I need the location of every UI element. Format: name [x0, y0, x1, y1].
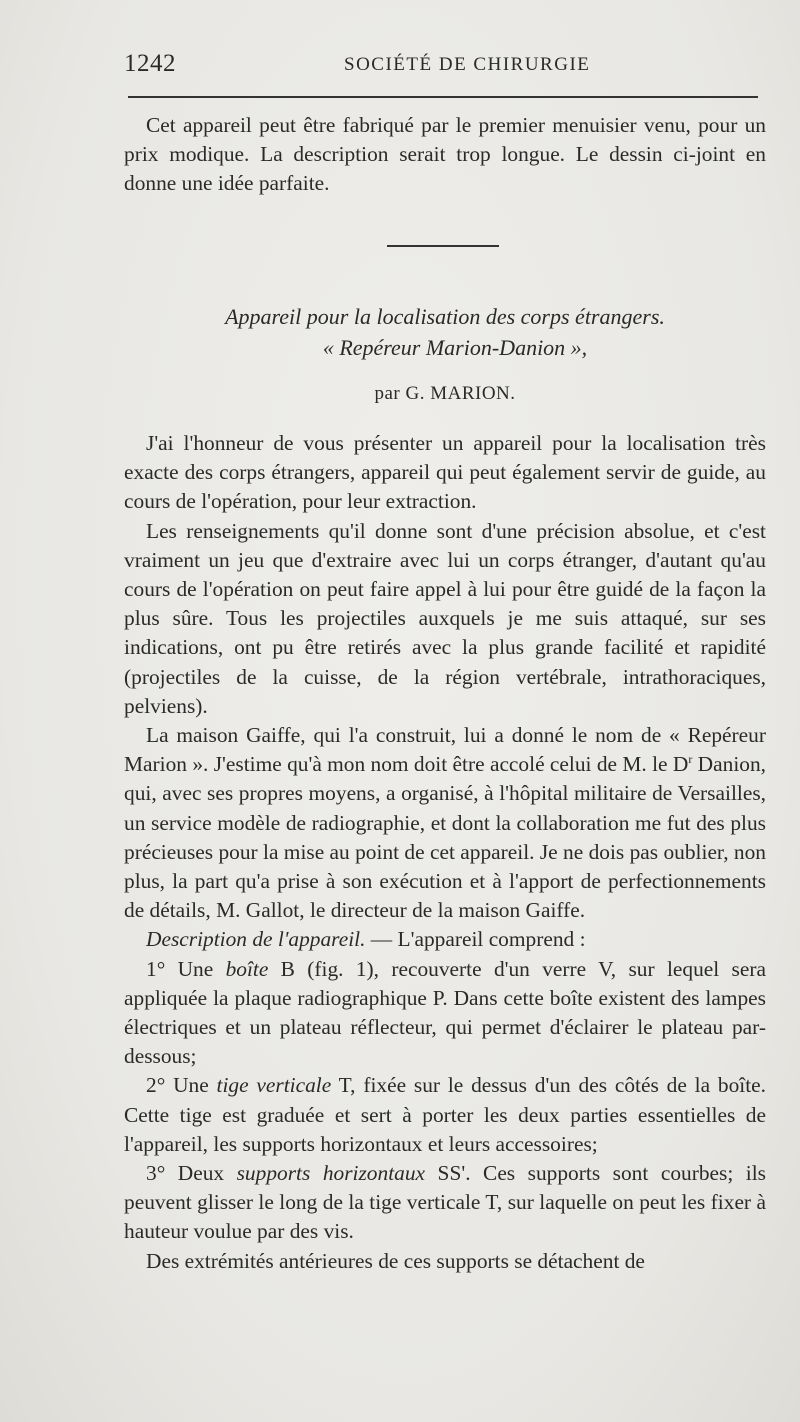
- item-1-prefix: 1° Une: [146, 956, 226, 981]
- section-separator: [387, 245, 499, 247]
- article-title-line1: Appareil pour la localisation des corps étrangers.: [225, 304, 665, 329]
- body-paragraph-2: Les renseignements qu'il donne sont d'une précision absolue, et c'est vraiment un jeu que d'extraire avec lui un corps étranger, d'autant qu'au cours de l'opération on peut faire appel à lui pour être guidé de la façon la plus sûre. Tous les projectiles auxquels je me suis attaqué, sur ses indications, ont pu être retirés avec la plus grande facilité et rapidité (projectiles de la cuisse, de la région vertébrale, intrathoraciques, pelviens).: [124, 518, 766, 718]
- article-body: [124, 429, 766, 1276]
- body-paragraph-3-part-b: Danion, qui, avec ses propres moyens, a organisé, à l'hôpital militaire de Versailles, un service modèle de radiographie, et dont la collaboration me fut des plus précieuses pour la mise au point de cet appareil. Je ne dois pas oublier, non plus, la part qu'a prise à son exécution et à l'apport de perfectionnements de détails, M. Gallot, le directeur de la maison Gaiffe.: [124, 752, 766, 923]
- description-heading: Description de l'appareil.: [146, 927, 366, 952]
- description-intro: — L'appareil comprend :: [365, 927, 586, 952]
- item-2-text: T, fixée sur le dessus d'un des côtés de la boîte. Cette tige est graduée et sert à porter les deux parties essentielles de l'appareil, les supports horizontaux et leurs accessoires;: [124, 1073, 766, 1156]
- item-3-term: supports horizontaux: [236, 1161, 426, 1186]
- body-paragraph-5: [124, 955, 766, 1072]
- article-title: [124, 301, 766, 363]
- item-2-prefix: 2° Une: [146, 1073, 217, 1098]
- item-2-term: tige verticale: [216, 1073, 332, 1098]
- body-paragraph-8: Des extrémités antérieures de ces supports se détachent de: [146, 1248, 645, 1273]
- body-paragraph-3: [124, 721, 766, 925]
- item-3-text: SS'. Ces supports sont courbes; ils peuvent glisser le long de la tige verticale T, sur laquelle on peut les fixer à hauteur voulue par des vis.: [124, 1161, 767, 1244]
- doctor-superscript: r: [688, 752, 693, 767]
- body-paragraph-3-part-a: La maison Gaiffe, qui l'a construit, lui a donné le nom de « Repéreur Marion ». J'estime qu'à mon nom doit être accolé celui de M. le D: [124, 723, 766, 777]
- page-number: 1242: [124, 50, 176, 77]
- body-paragraph-7: [124, 1159, 766, 1247]
- intro-paragraph: Cet appareil peut être fabriqué par le premier menuisier venu, pour un prix modique. La description serait trop longue. Le dessin ci-joint en donne une idée parfaite.: [124, 113, 766, 196]
- item-3-prefix: 3° Deux: [146, 1161, 237, 1186]
- header-rule: [128, 96, 758, 98]
- body-paragraph-1: J'ai l'honneur de vous présenter un appareil pour la localisation très exacte des corps étrangers, appareil qui peut également servir de guide, au cours de l'opération, pour leur extraction.: [124, 431, 766, 514]
- body-paragraph-6: [124, 1071, 766, 1159]
- article-title-line2: « Repéreur Marion-Danion »,: [322, 335, 588, 360]
- body-paragraph-4: [124, 925, 766, 954]
- item-1-term: boîte: [225, 956, 269, 981]
- article-author: par G. MARION.: [374, 383, 516, 404]
- intro-section: [124, 111, 766, 199]
- running-head: SOCIÉTÉ DE CHIRURGIE: [344, 54, 591, 75]
- page-header: [124, 44, 764, 84]
- item-1-text: B (fig. 1), recouverte d'un verre V, sur lequel sera appliquée la plaque radiographique P. Dans cette boîte existent des lampes électriques et un plateau réflecteur, qui permet d'éclairer le plateau par-dessous;: [124, 956, 766, 1069]
